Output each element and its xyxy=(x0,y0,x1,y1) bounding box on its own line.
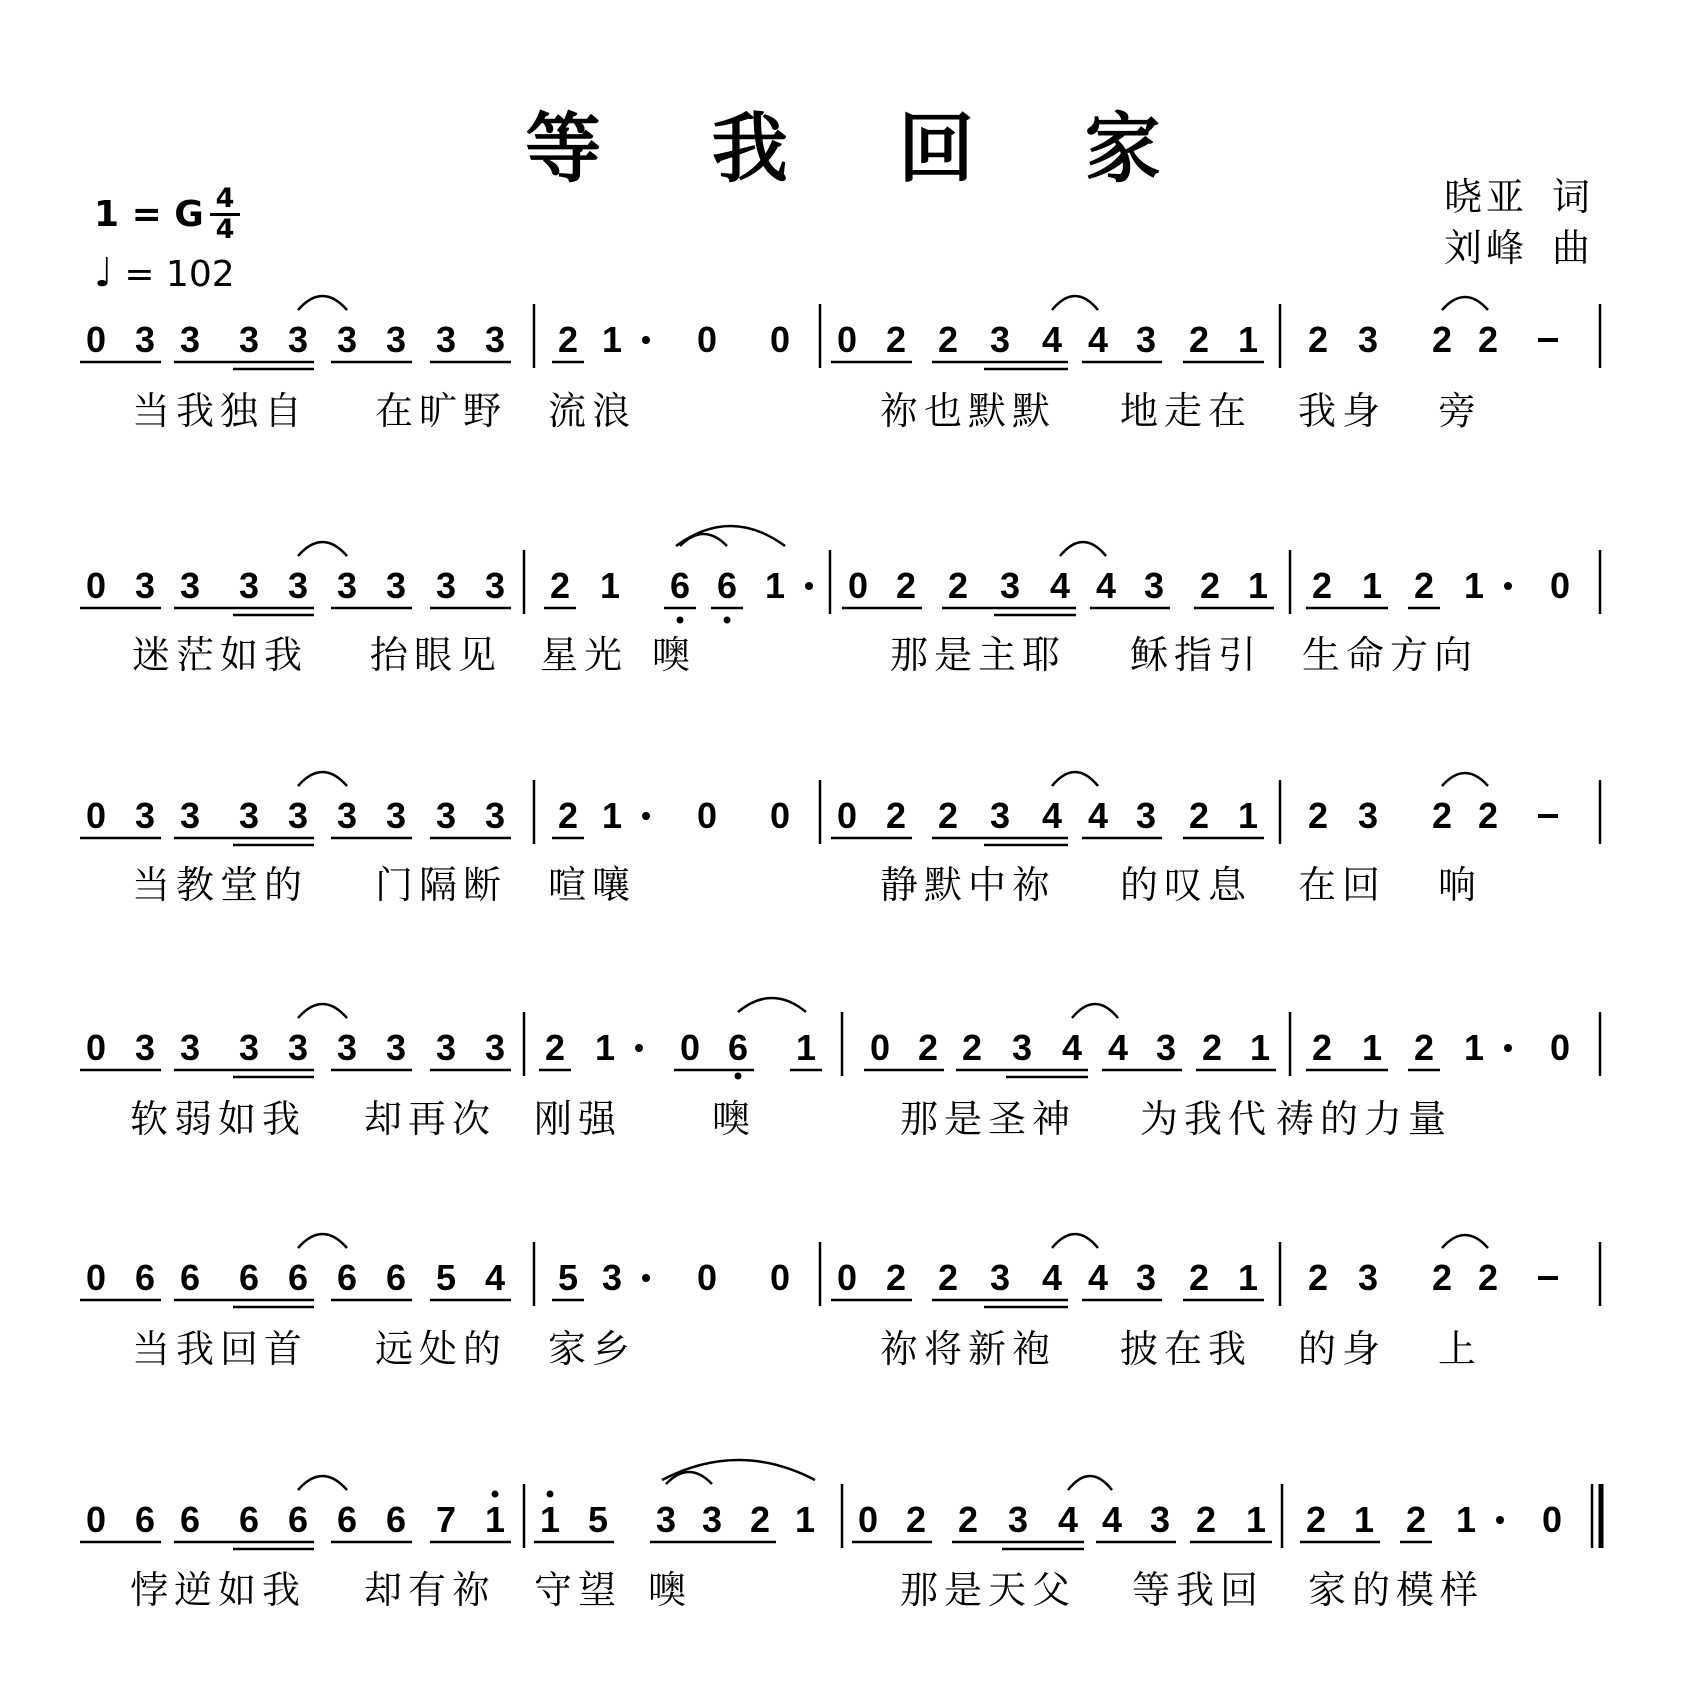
slur-arc xyxy=(298,296,347,310)
note-digit: 5 xyxy=(435,1257,457,1298)
composer-name: 刘峰 xyxy=(1443,226,1528,270)
note-digit: 3 xyxy=(484,1027,506,1068)
note-digit: 0 xyxy=(85,795,107,836)
note-digit: 1 xyxy=(601,795,623,836)
note-digit: 6 xyxy=(716,565,738,606)
lyric-phrase: 却再次 xyxy=(364,1097,497,1141)
note-digit: 2 xyxy=(885,319,907,360)
note-digit: 7 xyxy=(435,1499,457,1540)
slur-arc xyxy=(1060,542,1106,556)
note-digit: 3 xyxy=(1007,1499,1029,1540)
lyric-phrase: 软弱如我 xyxy=(130,1097,307,1141)
lyric-phrase: 家乡 xyxy=(548,1327,637,1371)
lyricist-name: 晓亚 xyxy=(1443,175,1528,219)
note-digit: 3 xyxy=(336,319,358,360)
note-digit: 3 xyxy=(484,319,506,360)
slur-arc xyxy=(662,1460,815,1480)
note-digit: 1 xyxy=(764,565,786,606)
note-digit: 3 xyxy=(238,795,260,836)
note-digit: 3 xyxy=(179,565,201,606)
note-digit: 4 xyxy=(1041,1257,1063,1298)
time-signature-unit: 4 xyxy=(215,214,235,245)
slur-arc xyxy=(1068,1476,1112,1490)
note-digit: 3 xyxy=(179,795,201,836)
note-digit: 1 xyxy=(1455,1499,1477,1540)
note-digit: 0 xyxy=(1541,1499,1563,1540)
note-digit: 0 xyxy=(769,795,791,836)
note-digit: 6 xyxy=(336,1257,358,1298)
note-digit: 3 xyxy=(1011,1027,1033,1068)
note-digit: 3 xyxy=(435,319,457,360)
note-digit: 3 xyxy=(435,1027,457,1068)
lyric-phrase: 等我回 xyxy=(1132,1568,1265,1612)
note-digit: 0 xyxy=(836,1257,858,1298)
lyric-phrase: 祢也默默 xyxy=(880,389,1057,433)
note-digit: 3 xyxy=(179,319,201,360)
note-digit: 0 xyxy=(769,319,791,360)
lyric-phrase: 却有祢 xyxy=(364,1568,497,1612)
note-digit: 2 xyxy=(1311,565,1333,606)
lyric-phrase: 星光 xyxy=(540,633,629,677)
note-digit: 2 xyxy=(937,319,959,360)
note-digit: 3 xyxy=(385,1027,407,1068)
slur-arc xyxy=(298,542,347,556)
note-digit: 0 xyxy=(1549,565,1571,606)
lyric-phrase: 噢 xyxy=(652,633,697,677)
note-digit: 1 xyxy=(594,1027,616,1068)
note-digit: 3 xyxy=(1357,795,1379,836)
note-digit: 2 xyxy=(937,1257,959,1298)
slur-arc xyxy=(298,1234,347,1248)
note-digit: 3 xyxy=(134,795,156,836)
lyric-phrase: 祷的力量 xyxy=(1276,1097,1453,1141)
note-digit: 3 xyxy=(238,319,260,360)
note-digit: 1 xyxy=(1463,1027,1485,1068)
note-digit: 2 xyxy=(1307,1257,1329,1298)
lyric-phrase: 当教堂的 xyxy=(132,863,309,907)
lyric-phrase: 门隔断 xyxy=(375,863,508,907)
note-digit: 1 xyxy=(1249,1027,1271,1068)
augmentation-dot xyxy=(805,582,813,590)
lyric-phrase: 悖逆如我 xyxy=(130,1568,307,1612)
note-digit: 2 xyxy=(1201,1027,1223,1068)
lyric-phrase: 我身 xyxy=(1298,389,1387,433)
note-digit: 6 xyxy=(287,1499,309,1540)
note-digit: 1 xyxy=(484,1499,506,1540)
note-digit: 3 xyxy=(989,795,1011,836)
note-digit: 0 xyxy=(85,1499,107,1540)
slur-arc xyxy=(298,1004,347,1018)
note-digit: 4 xyxy=(1087,319,1109,360)
time-signature-beats: 4 xyxy=(210,185,240,216)
augmentation-dot xyxy=(642,1274,650,1282)
note-digit: 1 xyxy=(795,1027,817,1068)
note-digit: 3 xyxy=(287,319,309,360)
note-digit: 2 xyxy=(544,1027,566,1068)
low-octave-dot xyxy=(724,617,731,624)
lyric-phrase: 当我回首 xyxy=(132,1327,309,1371)
note-digit: 4 xyxy=(1087,795,1109,836)
note-digit: 1 xyxy=(1247,565,1269,606)
note-digit: 1 xyxy=(1245,1499,1267,1540)
note-digit: 3 xyxy=(336,795,358,836)
note-digit: 3 xyxy=(238,565,260,606)
lyric-phrase: 静默中祢 xyxy=(880,863,1057,907)
note-digit: 1 xyxy=(794,1499,816,1540)
augmentation-dot xyxy=(635,1044,643,1052)
note-digit: 2 xyxy=(549,565,571,606)
slur-arc xyxy=(1442,1235,1488,1248)
slur-arc xyxy=(1072,1004,1118,1018)
song-title: 等 我 回 家 xyxy=(525,104,1203,193)
lyric-phrase: 披在我 xyxy=(1120,1327,1253,1371)
note-digit: 3 xyxy=(287,565,309,606)
note-digit: 0 xyxy=(696,1257,718,1298)
lyric-phrase: 噢 xyxy=(648,1568,693,1612)
slur-arc xyxy=(298,772,347,786)
note-digit: 1 xyxy=(539,1499,561,1540)
note-digit: 1 xyxy=(1237,1257,1259,1298)
note-digit: 2 xyxy=(1477,1257,1499,1298)
lyric-phrase: 抬眼见 xyxy=(370,633,503,677)
note-digit: 2 xyxy=(557,319,579,360)
note-digit: 4 xyxy=(1041,795,1063,836)
note-digit: 6 xyxy=(238,1499,260,1540)
lyric-phrase: 上 xyxy=(1438,1327,1483,1371)
lyric-phrase: 生命方向 xyxy=(1302,633,1479,677)
note-digit: 2 xyxy=(1307,795,1329,836)
note-digit: 3 xyxy=(655,1499,677,1540)
note-digit: 0 xyxy=(869,1027,891,1068)
low-octave-dot xyxy=(677,617,684,624)
low-octave-dot xyxy=(735,1073,742,1080)
note-digit: 5 xyxy=(557,1257,579,1298)
slur-arc xyxy=(298,1476,347,1490)
note-digit: 3 xyxy=(287,795,309,836)
tempo-value: = 102 xyxy=(124,254,235,295)
note-digit: 1 xyxy=(1353,1499,1375,1540)
note-digit: 3 xyxy=(989,1257,1011,1298)
note-digit: 3 xyxy=(134,319,156,360)
note-digit: 3 xyxy=(1143,565,1165,606)
note-digit: 3 xyxy=(1135,1257,1157,1298)
note-digit: 2 xyxy=(1477,795,1499,836)
augmentation-dot xyxy=(1504,582,1512,590)
lyric-phrase: 流浪 xyxy=(548,389,637,433)
note-digit: 3 xyxy=(134,1027,156,1068)
note-digit: 6 xyxy=(134,1499,156,1540)
composer-role: 曲 xyxy=(1551,226,1594,270)
note-digit: 2 xyxy=(749,1499,771,1540)
note-digit: 0 xyxy=(836,319,858,360)
lyric-phrase: 稣指引 xyxy=(1130,633,1263,677)
augmentation-dot xyxy=(1496,1516,1504,1524)
note-digit: 0 xyxy=(696,319,718,360)
note-digit: 0 xyxy=(696,795,718,836)
lyric-phrase: 祢将新袍 xyxy=(880,1327,1057,1371)
lyric-phrase: 那是主耶 xyxy=(890,633,1067,677)
note-digit: 3 xyxy=(336,565,358,606)
note-digit: 6 xyxy=(179,1257,201,1298)
note-digit: 3 xyxy=(385,319,407,360)
note-digit: 6 xyxy=(238,1257,260,1298)
note-digit: 1 xyxy=(1361,565,1383,606)
note-digit: 3 xyxy=(1149,1499,1171,1540)
note-digit: 1 xyxy=(601,319,623,360)
note-digit: 6 xyxy=(385,1257,407,1298)
lyric-phrase: 响 xyxy=(1438,863,1483,907)
note-digit: 2 xyxy=(905,1499,927,1540)
lyric-phrase: 守望 xyxy=(534,1568,623,1612)
lyric-phrase: 旁 xyxy=(1438,389,1483,433)
slur-arc xyxy=(1442,773,1488,786)
slur-arc xyxy=(1442,297,1488,310)
note-digit: 0 xyxy=(85,1257,107,1298)
note-digit: 4 xyxy=(1061,1027,1083,1068)
note-digit: 3 xyxy=(385,795,407,836)
note-digit: 3 xyxy=(999,565,1021,606)
lyric-phrase: 地走在 xyxy=(1120,389,1253,433)
note-digit: 2 xyxy=(961,1027,983,1068)
note-digit: 0 xyxy=(679,1027,701,1068)
note-digit: 2 xyxy=(1413,565,1435,606)
note-digit: 0 xyxy=(836,795,858,836)
note-digit: 0 xyxy=(769,1257,791,1298)
augmentation-dot xyxy=(1504,1044,1512,1052)
lyric-phrase: 那是圣神 xyxy=(900,1097,1077,1141)
note-digit: 2 xyxy=(1307,319,1329,360)
note-digit: 2 xyxy=(1405,1499,1427,1540)
lyric-phrase: 当我独自 xyxy=(132,389,309,433)
note-digit: 2 xyxy=(1431,319,1453,360)
lyric-phrase: 远处的 xyxy=(375,1327,508,1371)
note-digit: 5 xyxy=(587,1499,609,1540)
note-digit: 6 xyxy=(669,565,691,606)
note-digit: 4 xyxy=(1095,565,1117,606)
note-digit: 1 xyxy=(1361,1027,1383,1068)
note-digit: 3 xyxy=(336,1027,358,1068)
slur-arc xyxy=(1052,1234,1098,1248)
note-digit: 3 xyxy=(601,1257,623,1298)
note-digit: 2 xyxy=(1477,319,1499,360)
note-digit: 1 xyxy=(1463,565,1485,606)
slur-arc xyxy=(1052,772,1098,786)
augmentation-dot xyxy=(642,336,650,344)
note-digit: 0 xyxy=(857,1499,879,1540)
lyric-phrase: 那是天父 xyxy=(900,1568,1077,1612)
note-digit: 0 xyxy=(1549,1027,1571,1068)
note-digit: 4 xyxy=(484,1257,506,1298)
note-digit: 2 xyxy=(1188,795,1210,836)
note-digit: 6 xyxy=(134,1257,156,1298)
note-digit: 3 xyxy=(701,1499,723,1540)
note-digit: 0 xyxy=(85,565,107,606)
high-octave-dot xyxy=(547,1491,554,1498)
lyricist-role: 词 xyxy=(1551,175,1594,219)
lyric-phrase: 噢 xyxy=(712,1097,757,1141)
note-digit: 4 xyxy=(1087,1257,1109,1298)
note-digit: 0 xyxy=(85,1027,107,1068)
note-digit: 0 xyxy=(85,319,107,360)
note-digit: 3 xyxy=(238,1027,260,1068)
note-digit: 3 xyxy=(1135,795,1157,836)
note-digit: 3 xyxy=(1135,319,1157,360)
note-digit: 2 xyxy=(1188,319,1210,360)
lyric-phrase: 迷茫如我 xyxy=(132,633,309,677)
note-digit: 3 xyxy=(989,319,1011,360)
note-digit: 3 xyxy=(484,565,506,606)
note-digit: 3 xyxy=(1357,319,1379,360)
note-digit: 2 xyxy=(895,565,917,606)
note-digit: 2 xyxy=(1431,795,1453,836)
note-digit: 6 xyxy=(287,1257,309,1298)
slur-arc xyxy=(676,526,785,546)
note-digit: 2 xyxy=(1311,1027,1333,1068)
high-octave-dot xyxy=(492,1491,499,1498)
note-digit: 2 xyxy=(1305,1499,1327,1540)
note-digit: 4 xyxy=(1057,1499,1079,1540)
note-digit: 4 xyxy=(1101,1499,1123,1540)
note-digit: 2 xyxy=(937,795,959,836)
note-digit: 3 xyxy=(1357,1257,1379,1298)
lyric-phrase: 家的模样 xyxy=(1308,1568,1485,1612)
augmentation-dot xyxy=(642,812,650,820)
lyric-phrase: 刚强 xyxy=(534,1097,623,1141)
note-digit: 3 xyxy=(287,1027,309,1068)
slur-arc xyxy=(1052,296,1098,310)
note-digit: 6 xyxy=(385,1499,407,1540)
note-digit: 4 xyxy=(1049,565,1071,606)
note-digit: 2 xyxy=(1188,1257,1210,1298)
note-digit: 1 xyxy=(599,565,621,606)
note-digit: 3 xyxy=(1155,1027,1177,1068)
lyric-phrase: 在旷野 xyxy=(375,389,508,433)
lyric-phrase: 喧嚷 xyxy=(548,863,637,907)
slur-arc xyxy=(738,998,806,1012)
note-digit: 3 xyxy=(484,795,506,836)
note-digit: 3 xyxy=(435,795,457,836)
note-digit: 2 xyxy=(947,565,969,606)
note-digit: 2 xyxy=(1199,565,1221,606)
lyric-phrase: 在回 xyxy=(1298,863,1387,907)
note-digit: 2 xyxy=(885,1257,907,1298)
note-digit: 3 xyxy=(385,565,407,606)
note-digit: 1 xyxy=(1237,319,1259,360)
note-digit: 2 xyxy=(1413,1027,1435,1068)
key-signature: 1 = G xyxy=(94,194,204,235)
quarter-note-icon: ♩ xyxy=(94,250,113,296)
note-digit: 3 xyxy=(179,1027,201,1068)
note-digit: 2 xyxy=(557,795,579,836)
note-digit: 6 xyxy=(336,1499,358,1540)
note-digit: 2 xyxy=(1195,1499,1217,1540)
note-digit: 3 xyxy=(435,565,457,606)
note-digit: 2 xyxy=(1431,1257,1453,1298)
note-digit: 2 xyxy=(885,795,907,836)
lyric-phrase: 的叹息 xyxy=(1120,863,1253,907)
note-digit: 1 xyxy=(1237,795,1259,836)
note-digit: 4 xyxy=(1041,319,1063,360)
note-digit: 3 xyxy=(134,565,156,606)
lyric-phrase: 为我代 xyxy=(1140,1097,1273,1141)
note-digit: 6 xyxy=(727,1027,749,1068)
note-digit: 2 xyxy=(957,1499,979,1540)
note-digit: 4 xyxy=(1107,1027,1129,1068)
note-digit: 2 xyxy=(917,1027,939,1068)
lyric-phrase: 的身 xyxy=(1298,1327,1387,1371)
note-digit: 6 xyxy=(179,1499,201,1540)
note-digit: 0 xyxy=(847,565,869,606)
